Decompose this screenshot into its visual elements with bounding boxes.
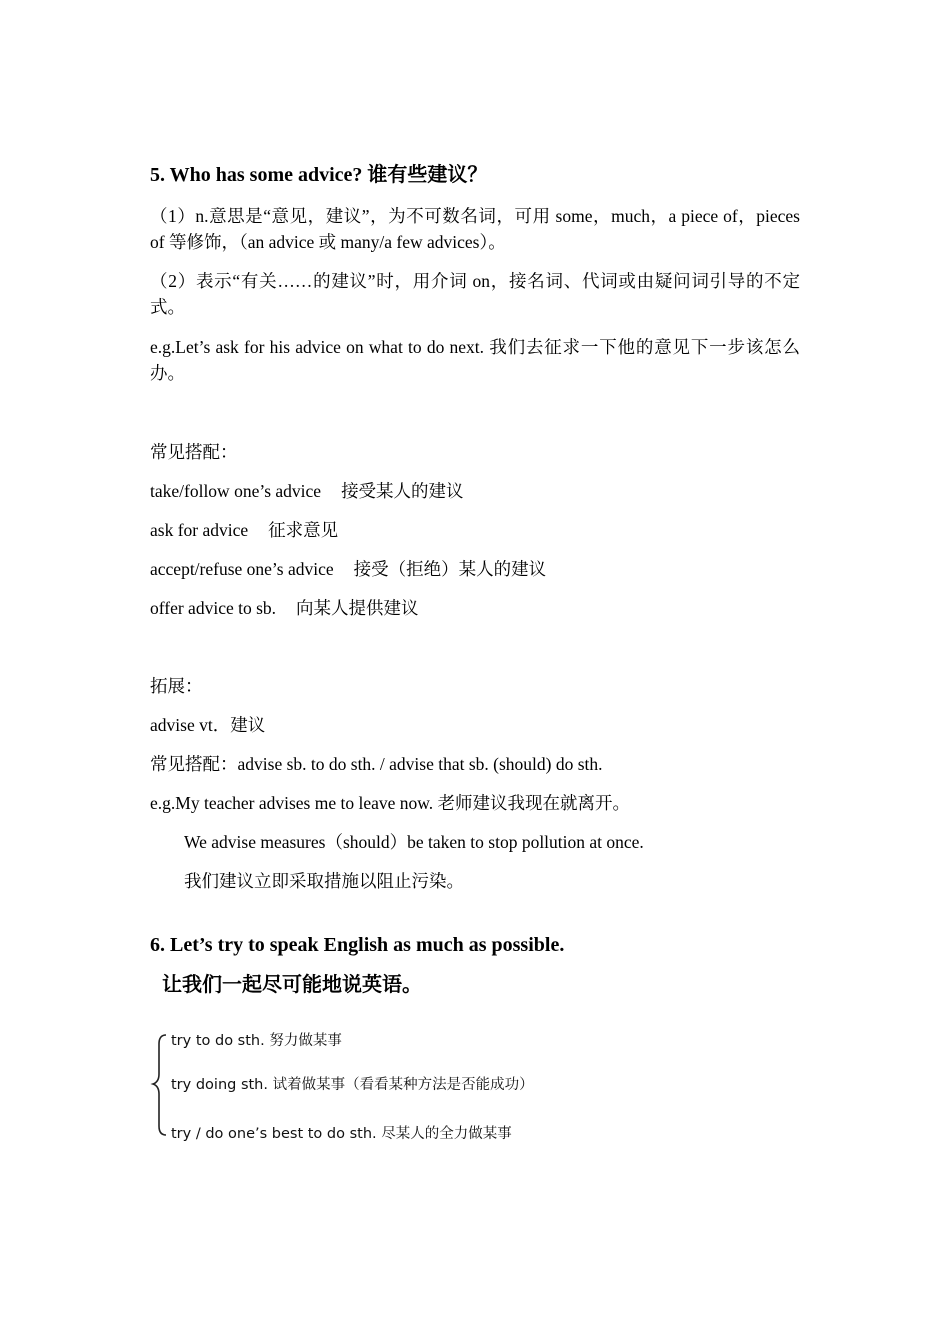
- collocation-en: accept/refuse one’s advice: [150, 559, 334, 579]
- collocation-item: [150, 595, 800, 621]
- section-6-heading-en: 6. Let’s try to speak English as much as possible.: [150, 934, 565, 956]
- curly-brace-icon: [150, 1020, 172, 1145]
- section-5-paragraph-2: （2）表示“有关……的建议”时，用介词 on，接名词、代词或由疑问词引导的不定式。: [150, 271, 800, 317]
- collocation-zh: 接受（拒绝）某人的建议: [353, 559, 547, 579]
- advise-example-2-en: We advise measures（should）be taken to stop pollution at once.: [184, 832, 644, 852]
- advise-collocation: 常见搭配：advise sb. to do sth. / advise that sb. (should) do sth.: [150, 754, 603, 774]
- collocation-item: [150, 478, 800, 504]
- advise-example-2-zh: 我们建议立即采取措施以阻止污染。: [184, 871, 464, 891]
- try-usage-item: try to do sth. 努力做某事: [171, 1033, 342, 1049]
- collocation-zh: 征求意见: [268, 520, 339, 540]
- try-usage-item: try doing sth. 试着做某事（看看某种方法是否能成功）: [171, 1077, 534, 1093]
- collocation-item: [150, 556, 800, 582]
- collocations-label: 常见搭配：: [150, 442, 238, 462]
- section-5-heading: 5. Who has some advice? 谁有些建议？: [150, 164, 488, 186]
- section-5-paragraph-1: （1）n.意思是“意见，建议”，为不可数名词，可用 some，much，a piece of，pieces of 等修饰，（an advice 或 many/a few advices）。: [150, 206, 800, 252]
- advise-example-1: e.g.My teacher advises me to leave now. 老师建议我现在就离开。: [150, 793, 631, 813]
- advise-definition: advise vt．建议: [150, 715, 266, 735]
- collocation-zh: 接受某人的建议: [341, 481, 464, 501]
- try-usage-diagram: [150, 1020, 610, 1150]
- collocation-item: [150, 517, 800, 543]
- section-6-heading-zh: 让我们一起尽可能地说英语。: [162, 974, 422, 996]
- collocation-en: offer advice to sb.: [150, 598, 277, 618]
- try-usage-item: try / do one’s best to do sth. 尽某人的全力做某事: [171, 1126, 512, 1142]
- collocation-en: take/follow one’s advice: [150, 481, 322, 501]
- collocation-en: ask for advice: [150, 520, 249, 540]
- collocation-zh: 向某人提供建议: [296, 598, 419, 618]
- extension-label: 拓展：: [150, 676, 203, 696]
- section-5-example: e.g.Let’s ask for his advice on what to do next. 我们去征求一下他的意见下一步该怎么办。: [150, 337, 800, 383]
